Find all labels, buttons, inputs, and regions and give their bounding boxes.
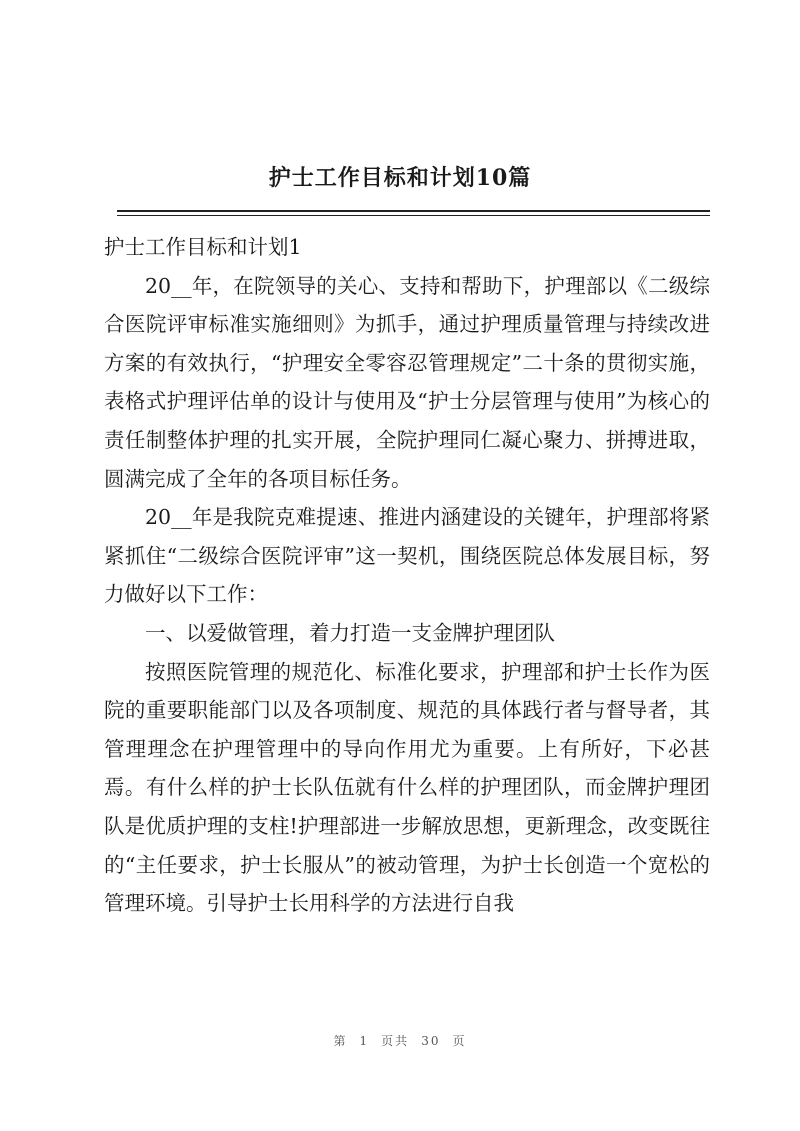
paragraph-3: 按照医院管理的规范化、标准化要求，护理部和护士长作为医院的重要职能部门以及各项制度、规范的具体践行者与督导者，其管理理念在护理管理中的导向作用尤为重要。上有所好，下必甚焉。有什么样的护士长队伍就有什么样的护理团队，而金牌护理团队是优质护理的支柱!护理部进一步解放思想，更新理念，改变既往的“主任要求，护士长服从”的被动管理，为护士长创造一个宽松的管理环境。引导护士长用科学的方法进行自我 xyxy=(104,659,710,916)
page-title: 护士工作目标和计划10篇 xyxy=(268,165,532,191)
footer-total-pages: 30 xyxy=(421,1034,441,1048)
footer-total-unit: 页 xyxy=(452,1034,467,1048)
footer-page-number: 1 xyxy=(359,1034,370,1048)
paragraph-1: 20__年，在院领导的关心、支持和帮助下，护理部以《二级综合医院评审标准实施细则》为抓手，通过护理质量管理与持续改进方案的有效执行，“护理安全零容忍管理规定”二十条的贯彻实施，表格式护理评估单的设计与使用及“护士分层管理与使用”为核心的责任制整体护理的扎实开展，全院护理同仁凝心聚力、拼搏进取，圆满完成了全年的各项目标任务。 xyxy=(104,273,710,491)
document-body xyxy=(104,228,710,923)
footer-page-unit: 页共 xyxy=(381,1034,410,1048)
footer-page-label: 第 xyxy=(333,1034,348,1048)
paragraph-2: 20__年是我院克难提速、推进内涵建设的关键年，护理部将紧紧抓住“二级综合医院评审”这一契机，围绕医院总体发展目标，努力做好以下工作： xyxy=(104,505,710,607)
section-heading: 护士工作目标和计划1 xyxy=(104,235,302,259)
page-footer xyxy=(0,1032,800,1049)
title-divider-thin xyxy=(117,215,710,216)
title-divider xyxy=(117,210,710,212)
subheading-1: 一、以爱做管理，着力打造一支金牌护理团队 xyxy=(145,620,555,645)
